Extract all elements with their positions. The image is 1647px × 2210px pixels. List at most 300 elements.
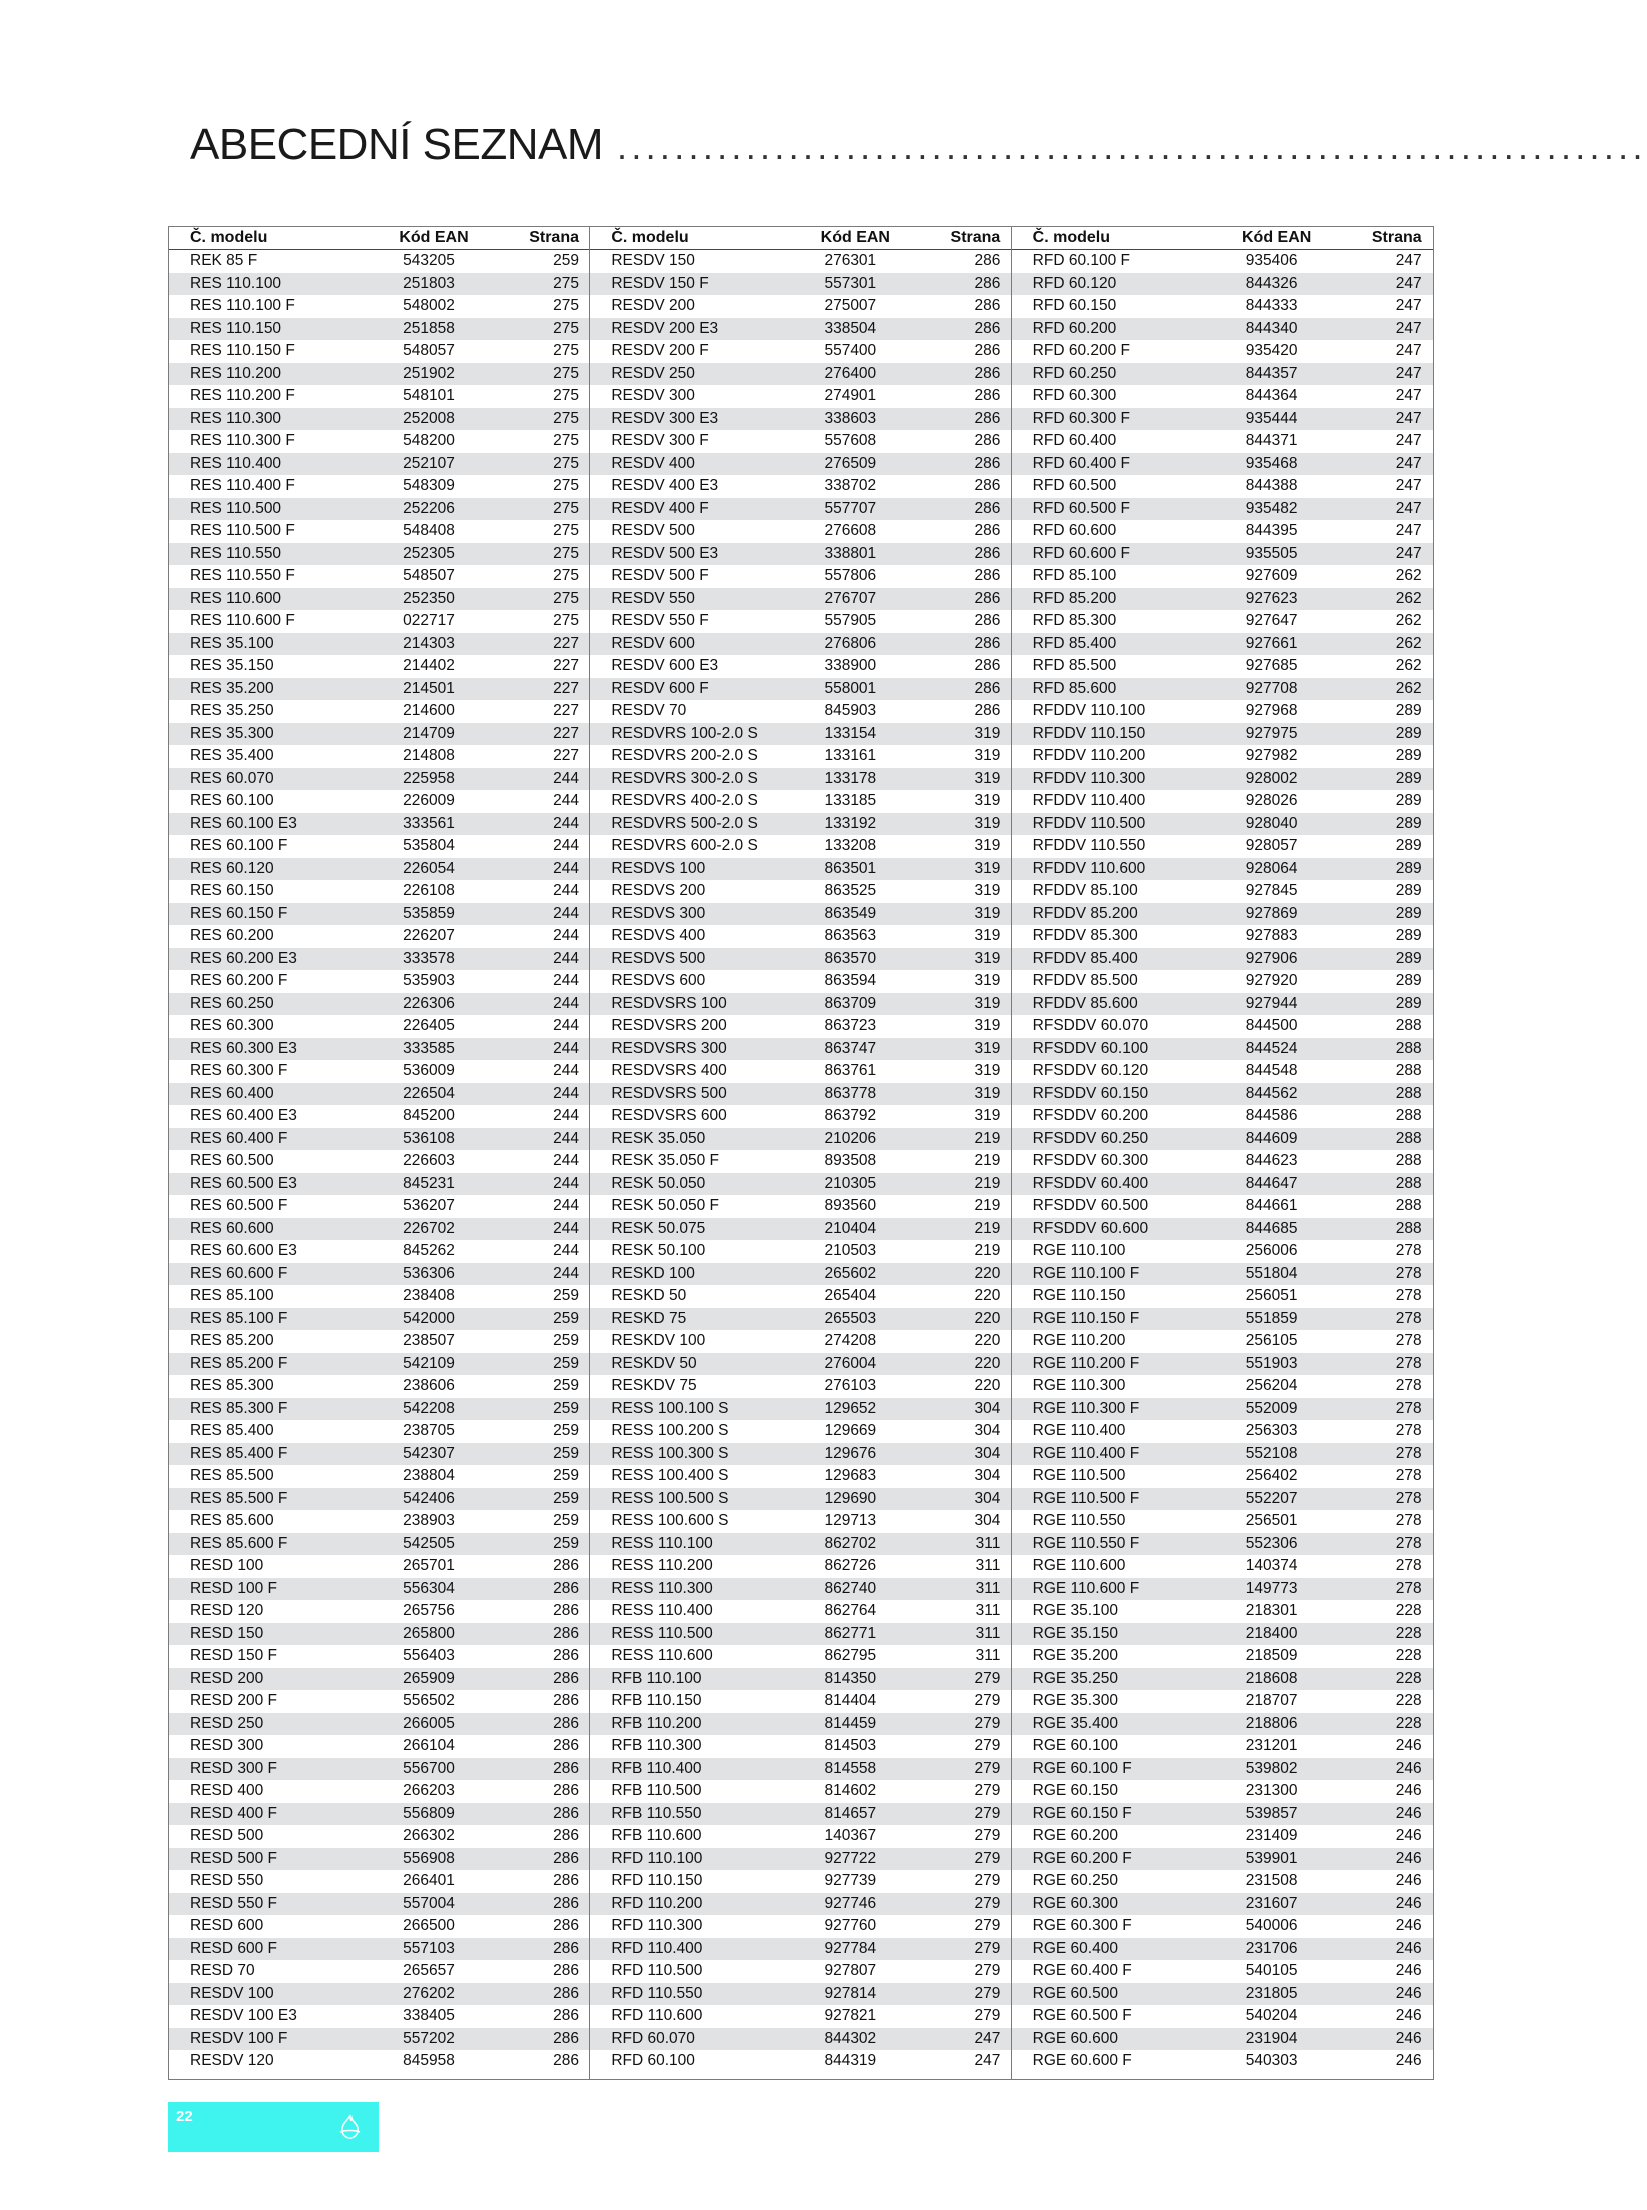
table-row [169, 633, 589, 656]
page-ref: 244 [553, 1152, 579, 1170]
ean-code: 928040 [1245, 814, 1298, 832]
table-row [169, 1465, 589, 1488]
page-ref: 244 [553, 1242, 579, 1260]
model-name: RFB 110.300 [611, 1737, 702, 1755]
page-ref: 219 [974, 1219, 1001, 1237]
table-row [1012, 768, 1433, 791]
ean-code: 338900 [824, 657, 877, 675]
page-ref: 286 [974, 409, 1001, 427]
model-name: RFD 85.300 [1032, 612, 1117, 630]
model-name: RESD 400 [190, 1782, 264, 1800]
model-name: RFD 60.400 [1032, 432, 1117, 450]
page-ref: 319 [974, 859, 1001, 877]
model-name: RFDDV 85.400 [1032, 949, 1138, 967]
ean-code: 927982 [1245, 747, 1298, 765]
ean-code: 845958 [403, 2052, 455, 2070]
page-ref: 286 [974, 567, 1001, 585]
page-ref: 219 [974, 1197, 1001, 1215]
table-row [169, 1803, 589, 1826]
page-ref: 286 [553, 1557, 579, 1575]
table-row [169, 1938, 589, 1961]
model-name: RESD 550 [190, 1872, 264, 1890]
ean-code: 845231 [403, 1174, 455, 1192]
ean-code: 543205 [403, 252, 455, 270]
ean-code: 557301 [824, 274, 877, 292]
page-ref: 319 [974, 1084, 1001, 1102]
table-row [590, 1668, 1010, 1691]
table-row [590, 1398, 1010, 1421]
model-name: RES 110.550 [190, 544, 282, 562]
table-row [169, 835, 589, 858]
model-name: RGE 60.200 F [1032, 1849, 1132, 1867]
page-ref: 259 [553, 1309, 579, 1327]
page-ref: 304 [974, 1444, 1001, 1462]
page-ref: 244 [553, 769, 579, 787]
page-ref: 246 [1395, 1984, 1422, 2002]
table-row [1012, 1015, 1433, 1038]
ean-code: 862764 [824, 1602, 877, 1620]
model-name: RES 85.100 F [190, 1309, 288, 1327]
table-row [590, 1645, 1010, 1668]
table-row [1012, 1893, 1433, 1916]
ean-code: 140374 [1245, 1557, 1298, 1575]
table-row [1012, 1803, 1433, 1826]
table-row [590, 1578, 1010, 1601]
table-row [590, 318, 1010, 341]
table-row [590, 1848, 1010, 1871]
model-name: RESS 100.600 S [611, 1512, 729, 1530]
page-ref: 247 [1395, 409, 1422, 427]
ean-code: 552306 [1245, 1534, 1298, 1552]
model-name: RES 60.400 F [190, 1129, 288, 1147]
ean-code: 927944 [1245, 994, 1298, 1012]
model-name: RESDV 550 [611, 589, 695, 607]
header-model: Č. modelu [611, 229, 689, 246]
model-name: RESDV 200 F [611, 342, 709, 360]
model-name: RES 60.200 F [190, 972, 288, 990]
page-ref: 304 [974, 1512, 1001, 1530]
table-row [169, 1128, 589, 1151]
ean-code: 133185 [824, 792, 877, 810]
table-row [1012, 1038, 1433, 1061]
table-row [169, 1600, 589, 1623]
page-ref: 227 [553, 724, 579, 742]
model-name: RGE 35.200 [1032, 1647, 1118, 1665]
ean-code: 556908 [403, 1849, 455, 1867]
table-row [169, 2028, 589, 2051]
ean-code: 265800 [403, 1624, 455, 1642]
model-name: RES 35.100 [190, 634, 274, 652]
model-name: RESS 110.600 [611, 1647, 713, 1665]
table-row [169, 475, 589, 498]
ean-code: 226207 [403, 927, 455, 945]
model-name: RGE 60.200 [1032, 1827, 1118, 1845]
ean-code: 548200 [403, 432, 455, 450]
table-row [1012, 835, 1433, 858]
page-ref: 227 [553, 657, 579, 675]
table-row [169, 1173, 589, 1196]
page-ref: 319 [974, 1039, 1001, 1057]
table-row [169, 768, 589, 791]
page-ref: 286 [974, 634, 1001, 652]
table-row [590, 1533, 1010, 1556]
page-ref: 246 [1395, 1827, 1422, 1845]
table-row [169, 948, 589, 971]
model-name: RES 110.200 F [190, 387, 295, 405]
header-page: Strana [950, 229, 1001, 246]
model-name: RESK 50.050 F [611, 1197, 720, 1215]
table-row [1012, 1915, 1433, 1938]
table-row [169, 1015, 589, 1038]
model-name: RESDV 400 F [611, 499, 709, 517]
ean-code: 542208 [403, 1399, 455, 1417]
page-ref: 220 [974, 1377, 1001, 1395]
table-row [590, 1038, 1010, 1061]
ean-code: 218608 [1245, 1669, 1298, 1687]
table-row [590, 835, 1010, 858]
model-name: RFD 60.400 F [1032, 454, 1131, 472]
model-name: RESDVS 100 [611, 859, 706, 877]
ean-code: 863747 [824, 1039, 877, 1057]
model-name: RES 110.100 F [190, 297, 295, 315]
page-ref: 247 [1395, 522, 1422, 540]
ean-code: 814657 [824, 1804, 877, 1822]
page-ref: 228 [1395, 1669, 1422, 1687]
model-name: RGE 110.200 F [1032, 1354, 1140, 1372]
page-ref: 286 [553, 1647, 579, 1665]
model-name: RESDV 500 F [611, 567, 709, 585]
model-name: RESK 50.050 [611, 1174, 706, 1192]
page-ref: 244 [553, 972, 579, 990]
page-ref: 275 [553, 477, 579, 495]
ean-code: 539857 [1245, 1804, 1298, 1822]
page-ref: 278 [1395, 1264, 1422, 1282]
model-name: RGE 110.550 [1032, 1512, 1126, 1530]
ean-code: 551804 [1245, 1264, 1298, 1282]
ean-code: 149773 [1245, 1579, 1298, 1597]
page-ref: 319 [974, 882, 1001, 900]
ean-code: 844302 [824, 2029, 877, 2047]
model-name: RGE 110.100 F [1032, 1264, 1140, 1282]
page-ref: 219 [974, 1174, 1001, 1192]
page-ref: 304 [974, 1399, 1001, 1417]
model-name: RES 110.500 F [190, 522, 295, 540]
model-name: RFD 85.100 [1032, 567, 1117, 585]
table-row [169, 745, 589, 768]
page-ref: 275 [553, 522, 579, 540]
column-header [169, 227, 589, 250]
model-name: RFD 85.200 [1032, 589, 1117, 607]
page-ref: 244 [553, 1084, 579, 1102]
model-name: RESDV 300 F [611, 432, 709, 450]
model-name: RFD 110.300 [611, 1917, 703, 1935]
table-row [590, 1825, 1010, 1848]
ean-code: 276103 [824, 1377, 877, 1395]
ean-code: 927609 [1245, 567, 1298, 585]
ean-code: 863792 [824, 1107, 877, 1125]
ean-code: 338405 [403, 2007, 455, 2025]
table-row [1012, 340, 1433, 363]
table-row [590, 1690, 1010, 1713]
table-row [169, 1353, 589, 1376]
table-row [590, 475, 1010, 498]
ean-code: 927784 [824, 1939, 877, 1957]
page-ref: 246 [1395, 1872, 1422, 1890]
page-ref: 286 [974, 364, 1001, 382]
table-row [169, 430, 589, 453]
page-ref: 227 [553, 702, 579, 720]
table-row [169, 790, 589, 813]
model-name: RFSDDV 60.400 [1032, 1174, 1149, 1192]
model-name: RESD 300 [190, 1737, 264, 1755]
table-row [1012, 1758, 1433, 1781]
table-row [590, 1443, 1010, 1466]
model-name: RFB 110.100 [611, 1669, 702, 1687]
model-name: RES 85.300 [190, 1377, 274, 1395]
model-name: RGE 110.150 [1032, 1287, 1126, 1305]
model-name: RGE 60.150 F [1032, 1804, 1132, 1822]
ean-code: 935482 [1245, 499, 1298, 517]
page-ref: 244 [553, 859, 579, 877]
page-ref: 319 [974, 1107, 1001, 1125]
model-name: RESD 200 F [190, 1692, 278, 1710]
table-row [590, 2050, 1010, 2073]
model-name: RES 60.500 [190, 1152, 274, 1170]
table-row [590, 768, 1010, 791]
model-name: RES 110.550 F [190, 567, 295, 585]
ean-code: 844500 [1245, 1017, 1298, 1035]
page-ref: 247 [1395, 297, 1422, 315]
ean-code: 556403 [403, 1647, 455, 1665]
table-row [1012, 1938, 1433, 1961]
page-ref: 288 [1395, 1017, 1422, 1035]
page-ref: 259 [553, 1287, 579, 1305]
ean-code: 256303 [1245, 1422, 1298, 1440]
ean-code: 556304 [403, 1579, 455, 1597]
table-row [169, 1690, 589, 1713]
page-ref: 319 [974, 972, 1001, 990]
table-row [1012, 1510, 1433, 1533]
page-ref: 244 [553, 814, 579, 832]
page-ref: 286 [974, 387, 1001, 405]
model-name: RGE 110.400 [1032, 1422, 1126, 1440]
page-ref: 286 [974, 612, 1001, 630]
page-ref: 246 [1395, 1737, 1422, 1755]
ean-code: 844388 [1245, 477, 1298, 495]
page-ref: 286 [974, 432, 1001, 450]
page-ref: 286 [553, 1939, 579, 1957]
ean-code: 927968 [1245, 702, 1298, 720]
model-name: RES 85.500 F [190, 1489, 288, 1507]
model-name: RESDVS 500 [611, 949, 706, 967]
model-name: RGE 60.300 [1032, 1894, 1118, 1912]
model-name: RESKD 100 [611, 1264, 695, 1282]
page-ref: 246 [1395, 2007, 1422, 2025]
model-name: RFSDDV 60.250 [1032, 1129, 1149, 1147]
model-name: RESDV 400 [611, 454, 695, 472]
table-row [590, 1285, 1010, 1308]
table-row [1012, 1420, 1433, 1443]
page-ref: 279 [974, 1692, 1001, 1710]
ean-code: 844647 [1245, 1174, 1298, 1192]
table-row [1012, 1825, 1433, 1848]
page-ref: 259 [553, 1377, 579, 1395]
table-row [590, 1713, 1010, 1736]
page-title-row [190, 120, 1647, 180]
table-row [590, 633, 1010, 656]
model-name: RES 110.100 [190, 274, 282, 292]
table-row [1012, 1263, 1433, 1286]
table-row [169, 1893, 589, 1916]
table-row [1012, 1960, 1433, 1983]
page-ref: 246 [1395, 1917, 1422, 1935]
page-ref: 275 [553, 589, 579, 607]
ean-code: 927869 [1245, 904, 1298, 922]
model-name: RESDV 600 F [611, 679, 709, 697]
model-name: RES 85.400 [190, 1422, 274, 1440]
table-row [169, 1375, 589, 1398]
model-name: RESDV 100 E3 [190, 2007, 297, 2025]
table-row [590, 1488, 1010, 1511]
table-row [1012, 925, 1433, 948]
model-name: RFD 110.600 [611, 2007, 703, 2025]
ean-code: 542406 [403, 1489, 455, 1507]
table-row [169, 1780, 589, 1803]
page-ref: 275 [553, 297, 579, 315]
ean-code: 535903 [403, 972, 455, 990]
model-name: RESD 400 F [190, 1804, 278, 1822]
table-row [1012, 1555, 1433, 1578]
table-row [169, 498, 589, 521]
header-page: Strana [529, 229, 579, 246]
table-row [1012, 1443, 1433, 1466]
page-ref: 286 [974, 297, 1001, 315]
index-column-1 [169, 227, 590, 2079]
model-name: RGE 110.550 F [1032, 1534, 1140, 1552]
model-name: RFDDV 110.600 [1032, 859, 1146, 877]
table-row [1012, 1533, 1433, 1556]
ean-code: 266401 [403, 1872, 455, 1890]
ean-code: 231201 [1245, 1737, 1298, 1755]
model-name: RGE 110.600 F [1032, 1579, 1140, 1597]
model-name: RES 60.600 [190, 1219, 274, 1237]
page-ref: 286 [974, 454, 1001, 472]
model-name: RGE 110.300 F [1032, 1399, 1140, 1417]
model-name: RFD 60.120 [1032, 274, 1117, 292]
model-name: RFD 60.250 [1032, 364, 1117, 382]
table-row [169, 453, 589, 476]
table-row [1012, 1060, 1433, 1083]
model-name: RES 35.250 [190, 702, 274, 720]
ean-code: 551859 [1245, 1309, 1298, 1327]
ean-code: 238408 [403, 1287, 455, 1305]
model-name: RES 60.200 [190, 927, 274, 945]
ean-code: 210206 [824, 1129, 877, 1147]
ean-code: 238705 [403, 1422, 455, 1440]
header-model: Č. modelu [190, 229, 268, 246]
ean-code: 265503 [824, 1309, 877, 1327]
table-row [169, 903, 589, 926]
model-name: RESDVSRS 100 [611, 994, 727, 1012]
page-ref: 311 [975, 1624, 1001, 1642]
ean-code: 552009 [1245, 1399, 1298, 1417]
ean-code: 536207 [403, 1197, 455, 1215]
ean-code: 556502 [403, 1692, 455, 1710]
model-name: RESD 500 [190, 1827, 264, 1845]
page-ref: 259 [553, 1489, 579, 1507]
page-ref: 262 [1395, 589, 1422, 607]
page-ref: 319 [974, 949, 1001, 967]
page-ref: 244 [553, 1129, 579, 1147]
page-ref: 289 [1395, 747, 1422, 765]
table-row [169, 1533, 589, 1556]
ean-code: 814558 [824, 1759, 877, 1777]
ean-code: 928064 [1245, 859, 1298, 877]
page-ref: 227 [553, 679, 579, 697]
model-name: RFDDV 85.100 [1032, 882, 1138, 900]
ean-code: 256051 [1245, 1287, 1298, 1305]
ean-code: 927739 [824, 1872, 877, 1890]
page-ref: 304 [974, 1467, 1001, 1485]
page-ref: 227 [553, 634, 579, 652]
ean-code: 863549 [824, 904, 877, 922]
model-name: RESDV 150 F [611, 274, 709, 292]
page-ref: 259 [553, 1332, 579, 1350]
model-name: RESD 550 F [190, 1894, 278, 1912]
table-row [169, 1555, 589, 1578]
table-row [169, 1735, 589, 1758]
model-name: RFB 110.550 [611, 1804, 702, 1822]
model-name: RGE 35.100 [1032, 1602, 1118, 1620]
page-ref: 289 [1395, 904, 1422, 922]
ean-code: 210503 [824, 1242, 877, 1260]
model-name: RFD 60.070 [611, 2029, 695, 2047]
page-ref: 278 [1395, 1534, 1422, 1552]
table-row [1012, 1330, 1433, 1353]
model-name: RESD 150 F [190, 1647, 278, 1665]
page-ref: 286 [553, 1917, 579, 1935]
ean-code: 333585 [403, 1039, 455, 1057]
model-name: RES 85.200 F [190, 1354, 288, 1372]
model-name: RES 35.150 [190, 657, 274, 675]
page-ref: 262 [1395, 612, 1422, 630]
page-ref: 311 [975, 1557, 1001, 1575]
table-row [590, 273, 1010, 296]
table-row [590, 2005, 1010, 2028]
page-ref: 220 [974, 1332, 1001, 1350]
model-name: RFD 60.100 [611, 2052, 695, 2070]
ean-code: 133192 [824, 814, 877, 832]
table-row [169, 1150, 589, 1173]
table-row [1012, 903, 1433, 926]
index-column-3 [1012, 227, 1433, 2079]
page-ref: 319 [974, 792, 1001, 810]
page-ref: 289 [1395, 927, 1422, 945]
page-ref: 286 [974, 522, 1001, 540]
table-row [169, 655, 589, 678]
table-row [169, 385, 589, 408]
ean-code: 226306 [403, 994, 455, 1012]
header-ean: Kód EAN [820, 229, 890, 246]
ean-code: 226603 [403, 1152, 455, 1170]
page-ref: 275 [553, 387, 579, 405]
page-number: 22 [176, 2108, 193, 2125]
page-ref: 279 [974, 1849, 1001, 1867]
model-name: RES 60.120 [190, 859, 274, 877]
ean-code: 252008 [403, 409, 455, 427]
table-row [1012, 1150, 1433, 1173]
ean-code: 133178 [824, 769, 877, 787]
